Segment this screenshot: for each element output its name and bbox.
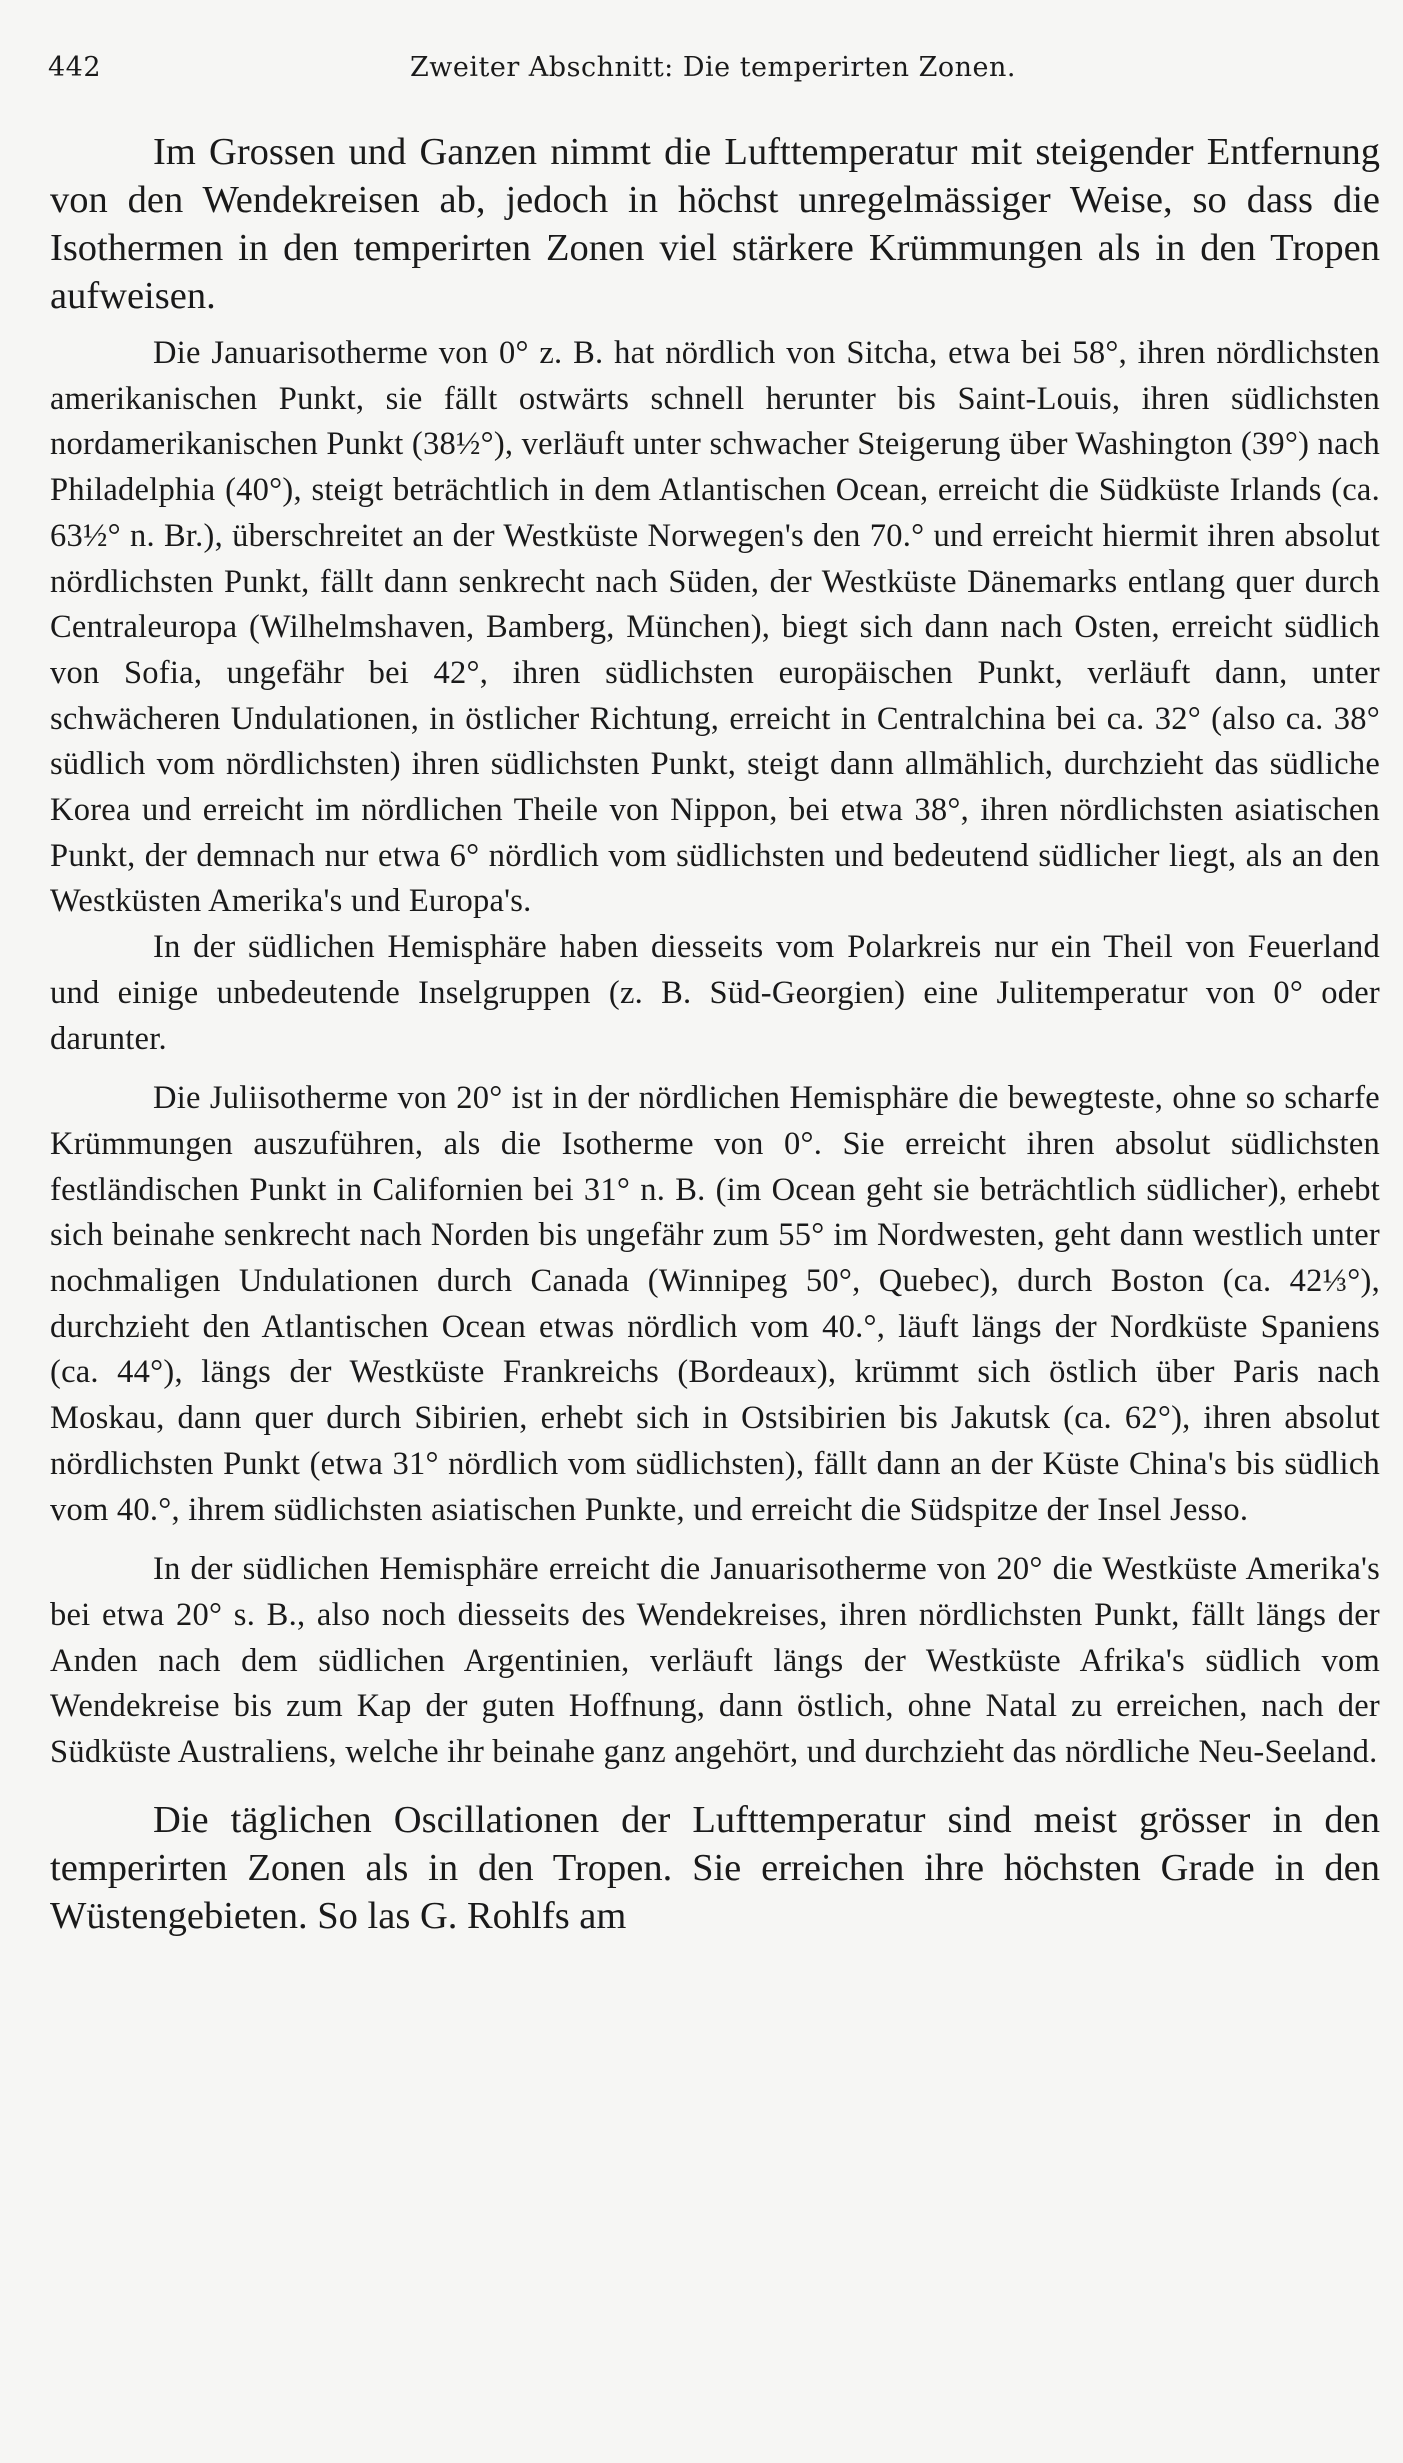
running-head bbox=[48, 52, 1358, 92]
paragraph-southern-hemisphere-july: In der südlichen Hemisphäre haben diesseits vom Polarkreis nur ein Theil von Feuerland und einige unbedeutende Inselgruppen (z. B. Süd-Georgien) eine Julitemperatur von 0° oder darunter. bbox=[50, 929, 1380, 1057]
running-title: Zweiter Abschnitt: Die temperirten Zonen. bbox=[410, 52, 1016, 83]
paragraph-intro: Im Grossen und Ganzen nimmt die Lufttemperatur mit steigender Entfernung von den Wendekreisen ab, jedoch in höchst unregelmässiger Weise, so dass die Isothermen in den temperirten Zonen viel stärkere Krümmungen als in den Tropen aufweisen. bbox=[50, 131, 1380, 317]
body-text bbox=[50, 128, 1380, 1951]
page-number: 442 bbox=[48, 52, 102, 83]
paragraph-january-isotherm: Die Januarisotherme von 0° z. B. hat nördlich von Sitcha, etwa bei 58°, ihren nördlichsten amerikanischen Punkt, sie fällt ostwärts schnell herunter bis Saint-Louis, ihren südlichsten nordamerikanischen Punkt (38½°), verläuft unter schwacher Steigerung über Washington (39°) nach Philadelphia (40°), steigt beträchtlich in dem Atlantischen Ocean, erreicht die Südküste Irlands (ca. 63½° n. Br.), überschreitet an der Westküste Norwegen's den 70.° und erreicht hiermit ihren absolut nördlichsten Punkt, fällt dann senkrecht nach Süden, der Westküste Dänemarks entlang quer durch Centraleuropa (Wilhelmshaven, Bamberg, München), biegt sich dann nach Osten, erreicht südlich von Sofia, ungefähr bei 42°, ihren südlichsten europäischen Punkt, verläuft dann, unter schwächeren Undulationen, in östlicher Richtung, erreicht in Centralchina bei ca. 32° (also ca. 38° südlich vom nördlichsten) ihren südlichsten Punkt, steigt dann allmählich, durchzieht das südliche Korea und erreicht im nördlichen Theile von Nippon, bei etwa 38°, ihren nördlichsten asiatischen Punkt, der demnach nur etwa 6° nördlich vom südlichsten und bedeutend südlicher liegt, als an den Westküsten Amerika's und Europa's. bbox=[50, 335, 1380, 920]
paragraph-july-isotherm: Die Juliisotherme von 20° ist in der nördlichen Hemisphäre die bewegteste, ohne so scharfe Krümmungen auszuführen, als die Isotherme von 0°. Sie erreicht ihren absolut südlichsten festländischen Punkt in Californien bei 31° n. B. (im Ocean geht sie beträchtlich südlicher), erhebt sich beinahe senkrecht nach Norden bis ungefähr zum 55° im Nordwesten, geht dann westlich unter nochmaligen Undulationen durch Canada (Winnipeg 50°, Quebec), durch Boston (ca. 42⅓°), durchzieht den Atlantischen Ocean etwas nördlich vom 40.°, läuft längs der Nordküste Spaniens (ca. 44°), längs der Westküste Frankreichs (Bordeaux), krümmt sich östlich über Paris nach Moskau, dann quer durch Sibirien, erhebt sich in Ostsibirien bis Jakutsk (ca. 62°), ihren absolut nördlichsten Punkt (etwa 31° nördlich vom südlichsten), fällt dann an der Küste China's bis südlich vom 40.°, ihrem südlichsten asiatischen Punkte, und erreicht die Südspitze der Insel Jesso. bbox=[50, 1080, 1380, 1528]
paragraph-daily-oscillations: Die täglichen Oscillationen der Lufttemperatur sind meist grösser in den temperirten Zonen als in den Tropen. Sie erreichen ihre höchsten Grade in den Wüstengebieten. So las G. Rohlfs am bbox=[50, 1798, 1380, 1937]
paragraph-southern-hemisphere-january: In der südlichen Hemisphäre erreicht die Januarisotherme von 20° die Westküste Amerika's bei etwa 20° s. B., also noch diesseits des Wendekreises, ihren nördlichsten Punkt, fällt längs der Anden nach dem südlichen Argentinien, verläuft längs der Westküste Afrika's südlich vom Wendekreise bis zum Kap der guten Hoffnung, dann östlich, ohne Natal zu erreichen, nach der Südküste Australiens, welche ihr beinahe ganz angehört, und durchzieht das nördliche Neu-Seeland. bbox=[50, 1551, 1380, 1771]
